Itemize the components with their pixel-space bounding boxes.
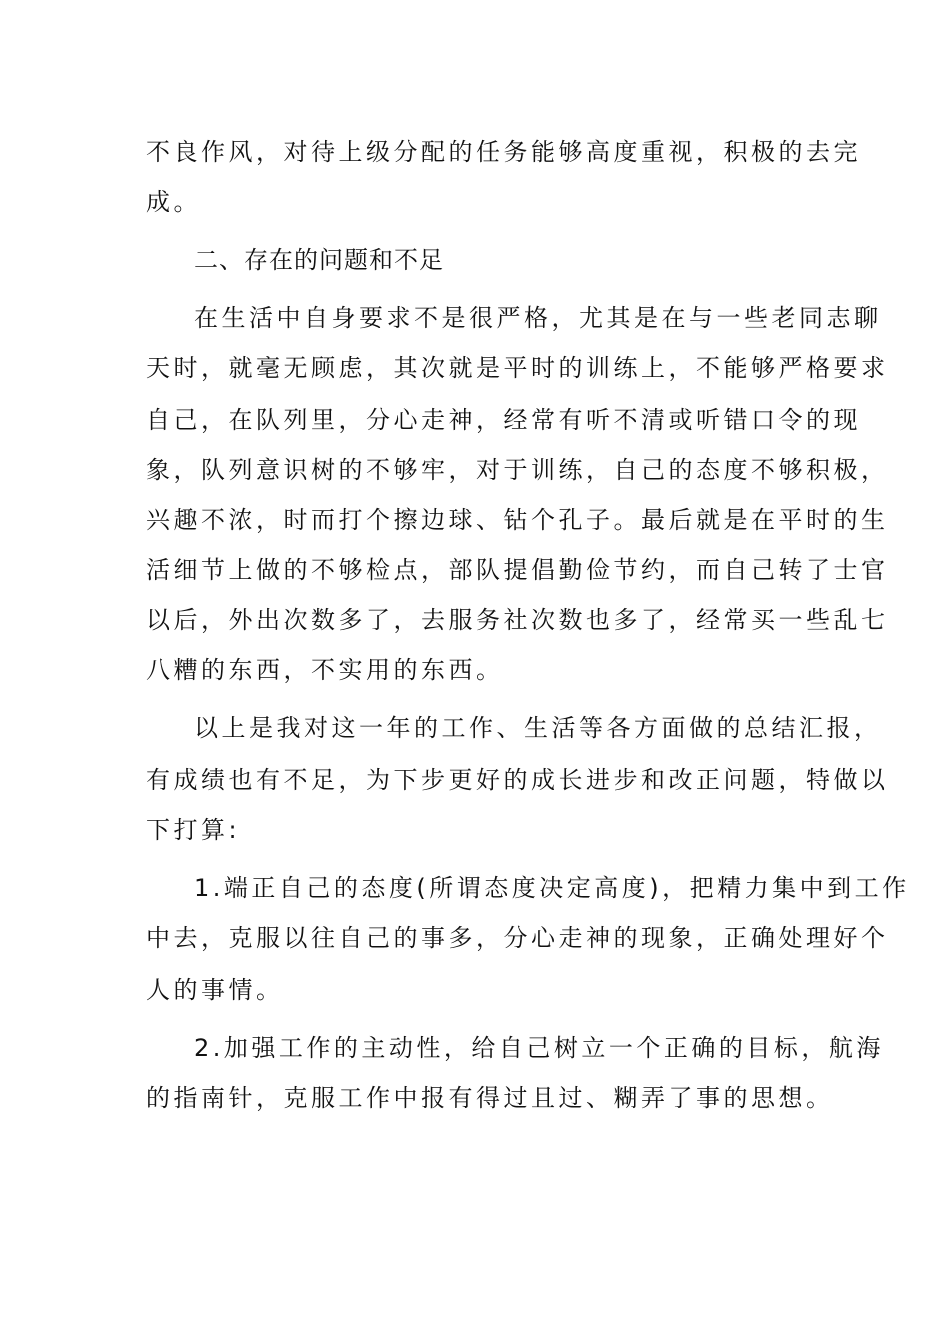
paragraph-line: 以上是我对这一年的工作、生活等各方面做的总结汇报，	[194, 714, 882, 742]
paragraph-line: 下打算:	[146, 816, 241, 844]
section-heading: 二、存在的问题和不足	[194, 246, 444, 274]
paragraph-line: 不良作风，对待上级分配的任务能够高度重视，积极的去完	[146, 138, 861, 166]
paragraph-line: 自己，在队列里，分心走神，经常有听不清或听错口令的现	[146, 406, 861, 434]
paragraph-line: 成。	[146, 188, 201, 216]
paragraph-line: 天时，就毫无顾虑，其次就是平时的训练上，不能够严格要求	[146, 354, 889, 382]
list-item-line: 的指南针，克服工作中报有得过且过、糊弄了事的思想。	[146, 1084, 834, 1112]
paragraph-line: 在生活中自身要求不是很严格，尤其是在与一些老同志聊	[194, 304, 882, 332]
paragraph-line: 兴趣不浓，时而打个擦边球、钻个孔子。最后就是在平时的生	[146, 506, 889, 534]
list-item-line: 中去，克服以往自己的事多，分心走神的现象，正确处理好个	[146, 924, 889, 952]
list-item-line: 人的事情。	[146, 976, 284, 1004]
paragraph-line: 有成绩也有不足，为下步更好的成长进步和改正问题，特做以	[146, 766, 889, 794]
paragraph-line: 象，队列意识树的不够牢，对于训练，自己的态度不够积极，	[146, 456, 889, 484]
paragraph-line: 八糟的东西，不实用的东西。	[146, 656, 504, 684]
list-item-line: 1.端正自己的态度(所谓态度决定高度)，把精力集中到工作	[194, 874, 910, 902]
paragraph-line: 以后，外出次数多了，去服务社次数也多了，经常买一些乱七	[146, 606, 889, 634]
paragraph-line: 活细节上做的不够检点，部队提倡勤俭节约，而自己转了士官	[146, 556, 889, 584]
list-item-line: 2.加强工作的主动性，给自己树立一个正确的目标，航海	[194, 1034, 884, 1062]
